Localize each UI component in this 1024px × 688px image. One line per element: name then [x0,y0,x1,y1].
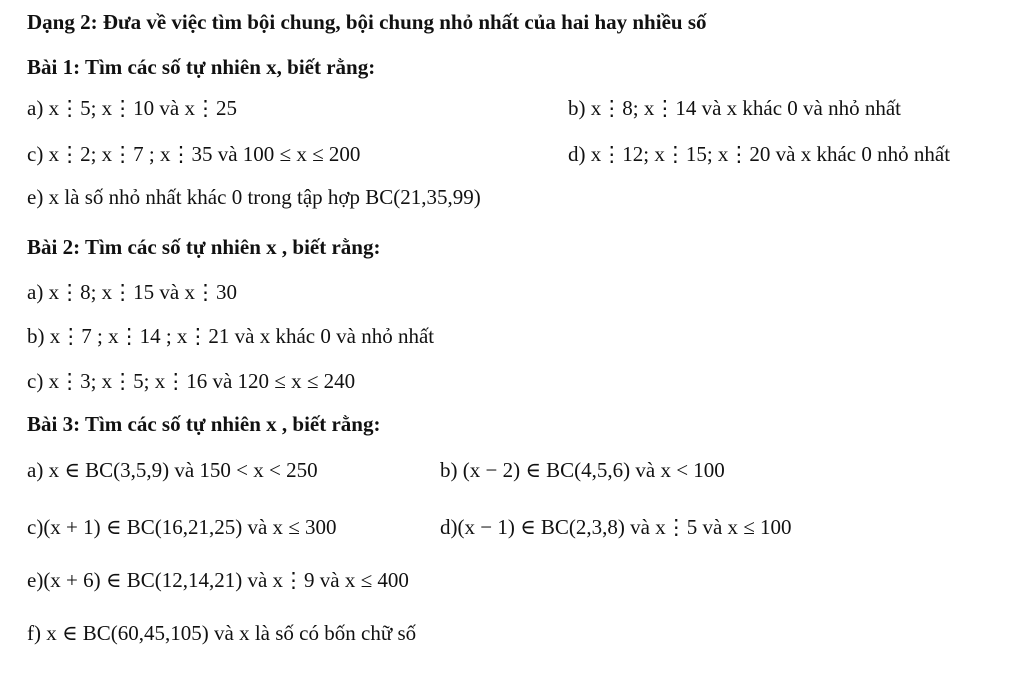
bai2-item-b: b) x⋮7 ; x⋮14 ; x⋮21 và x khác 0 và nhỏ nhất [27,324,435,348]
bai3-item-a: a) x ∈ BC(3,5,9) và 150 < x < 250 [27,458,318,482]
bai3-item-b: b) (x − 2) ∈ BC(4,5,6) và x < 100 [440,458,725,482]
bai3-item-d: d)(x − 1) ∈ BC(2,3,8) và x⋮5 và x ≤ 100 [440,515,792,539]
bai1-item-c: c) x⋮2; x⋮7 ; x⋮35 và 100 ≤ x ≤ 200 [27,142,361,166]
bai1-item-e: e) x là số nhỏ nhất khác 0 trong tập hợp BC(21,35,99) [27,185,481,209]
bai2-heading: Bài 2: Tìm các số tự nhiên x , biết rằng: [27,235,381,259]
bai3-item-f: f) x ∈ BC(60,45,105) và x là số có bốn chữ số [27,621,417,645]
bai2-item-a: a) x⋮8; x⋮15 và x⋮30 [27,280,237,304]
bai3-heading: Bài 3: Tìm các số tự nhiên x , biết rằng: [27,412,381,436]
bai3-item-c: c)(x + 1) ∈ BC(16,21,25) và x ≤ 300 [27,515,337,539]
bai2-item-c: c) x⋮3; x⋮5; x⋮16 và 120 ≤ x ≤ 240 [27,369,356,393]
bai1-item-a: a) x⋮5; x⋮10 và x⋮25 [27,96,237,120]
bai1-item-d: d) x⋮12; x⋮15; x⋮20 và x khác 0 nhỏ nhất [568,142,951,166]
bai3-item-e: e)(x + 6) ∈ BC(12,14,21) và x⋮9 và x ≤ 400 [27,568,409,592]
bai1-heading: Bài 1: Tìm các số tự nhiên x, biết rằng: [27,55,376,79]
bai1-item-b: b) x⋮8; x⋮14 và x khác 0 và nhỏ nhất [568,96,902,120]
document-title: Dạng 2: Đưa về việc tìm bội chung, bội chung nhỏ nhất của hai hay nhiều số [27,10,707,34]
